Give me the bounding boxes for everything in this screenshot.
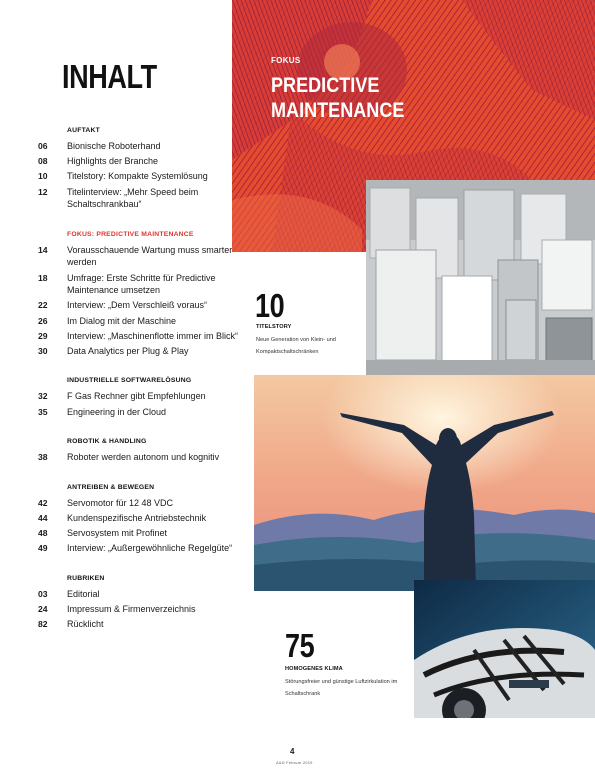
toc-section [38,127,243,211]
feature-label-klima: HOMOGENES KLIMA [285,666,343,672]
toc-entry [38,406,243,419]
toc-entry-title: Titelinterview: „Mehr Speed beim Schaltschrankbau“ [67,186,199,210]
toc-entry [38,390,243,403]
toc-entry-title: Rücklicht [67,619,104,630]
toc-section-heading: ROBOTIK & HANDLING [67,438,147,446]
toc-entry [38,618,243,631]
woman-silhouette-photo [254,375,595,591]
toc-entry-page: 18 [38,272,48,283]
toc-entry-page: 08 [38,156,48,167]
toc-entry-page: 82 [38,619,48,630]
toc-entry-page: 03 [38,589,48,599]
toc-entry-page: 10 [38,171,48,182]
page-number: 4 [290,747,295,756]
toc-entry-page: 35 [38,406,48,417]
page-title: INHALT [62,58,157,95]
toc-entry [38,527,243,540]
toc-entry-page: 14 [38,244,48,255]
toc-entry-title: Engineering in der Cloud [67,406,167,417]
toc-entry-page: 06 [38,141,48,151]
toc-entry [38,451,243,464]
toc-entry-title: Bionische Roboterhand [67,141,161,151]
toc-entry [38,244,243,269]
toc-entry-title: Data Analytics per Plug & Play [67,345,189,356]
toc-section-heading: AUFTAKT [67,127,100,134]
toc-entry-title: Titelstory: Kompakte Systemlösung [67,171,208,182]
toc-entry [38,603,243,616]
toc-entry-page: 30 [38,345,48,356]
toc-entry [38,497,243,510]
toc-section [38,484,243,555]
car-photo [414,580,595,718]
toc-entry [38,186,243,211]
toc-section-heading: FOKUS: PREDICTIVE MAINTENANCE [67,230,194,238]
toc-entry [38,588,243,601]
toc-entry [38,155,243,168]
toc-entry [38,272,243,297]
table-of-contents [38,127,243,651]
toc-section-heading: ANTREIBEN & BEWEGEN [67,483,155,491]
toc-entry-title: Impressum & Firmenverzeichnis [67,604,196,615]
feature-number-titelstory: 10 [255,287,285,324]
toc-section [38,438,243,464]
toc-entry-page: 38 [38,452,48,463]
focus-title [271,73,404,123]
toc-entry-title: Vorausschauende Wartung muss smarter werden [67,244,233,268]
toc-entry-title: Interview: „Außergewöhnliche Regelgüte“ [67,543,233,554]
toc-section [38,575,243,631]
toc-entry-title: Umfrage: Erste Schritte für Predictive Maintenance umsetzen [67,272,216,296]
cabinets-photo [366,180,595,387]
focus-label: FOKUS [271,56,301,65]
toc-entry-page: 48 [38,528,48,539]
toc-section [38,377,243,418]
toc-entry-title: Servosystem mit Profinet [67,528,168,539]
toc-entry-title: Roboter werden autonom und kognitiv [67,452,220,463]
toc-section-heading: RUBRIKEN [67,575,105,582]
toc-entry-page: 22 [38,300,48,311]
toc-entry-page: 44 [38,513,48,524]
toc-entry-page: 49 [38,543,48,554]
toc-entry [38,345,243,358]
page-footer-subline: A&D Februar 2019 [276,760,313,765]
toc-entry-title: Kundenspezifische Antriebstechnik [67,513,207,524]
toc-entry-title: Im Dialog mit der Maschine [67,315,177,326]
feature-description-klima: Störungsfreier und günstige Luftzirkulation im Schaltschrank [285,679,398,697]
toc-entry [38,299,243,312]
feature-label-titelstory: TITELSTORY [256,324,292,330]
toc-entry-title: Interview: „Dem Verschleiß voraus“ [67,300,208,311]
focus-title-line-1: PREDICTIVE [271,74,380,97]
focus-title-line-2: MAINTENANCE [271,99,405,122]
toc-entry-page: 29 [38,330,48,341]
toc-entry-title: F Gas Rechner gibt Empfehlungen [67,391,206,402]
toc-entry-title: Editorial [67,589,100,599]
feature-description-titelstory: Neue Generation von Klein- und Kompaktschaltschränken [256,337,336,355]
toc-section-heading: INDUSTRIELLE SOFTWARELÖSUNG [67,377,192,385]
toc-section [38,231,243,358]
toc-entry-page: 32 [38,391,48,402]
toc-entry [38,315,243,328]
toc-entry [38,140,243,153]
toc-entry [38,330,243,343]
toc-entry-title: Interview: „Maschinenflotte immer im Blick“ [67,330,239,341]
toc-entry [38,542,243,555]
toc-entry-title: Highlights der Branche [67,156,159,167]
feature-number-klima: 75 [285,627,315,664]
toc-entry-page: 26 [38,315,48,326]
toc-entry [38,170,243,183]
toc-entry-title: Servomotor für 12 48 VDC [67,497,174,508]
toc-entry-page: 12 [38,186,48,197]
toc-entry [38,512,243,525]
toc-entry-page: 42 [38,497,48,508]
toc-entry-page: 24 [38,604,48,615]
